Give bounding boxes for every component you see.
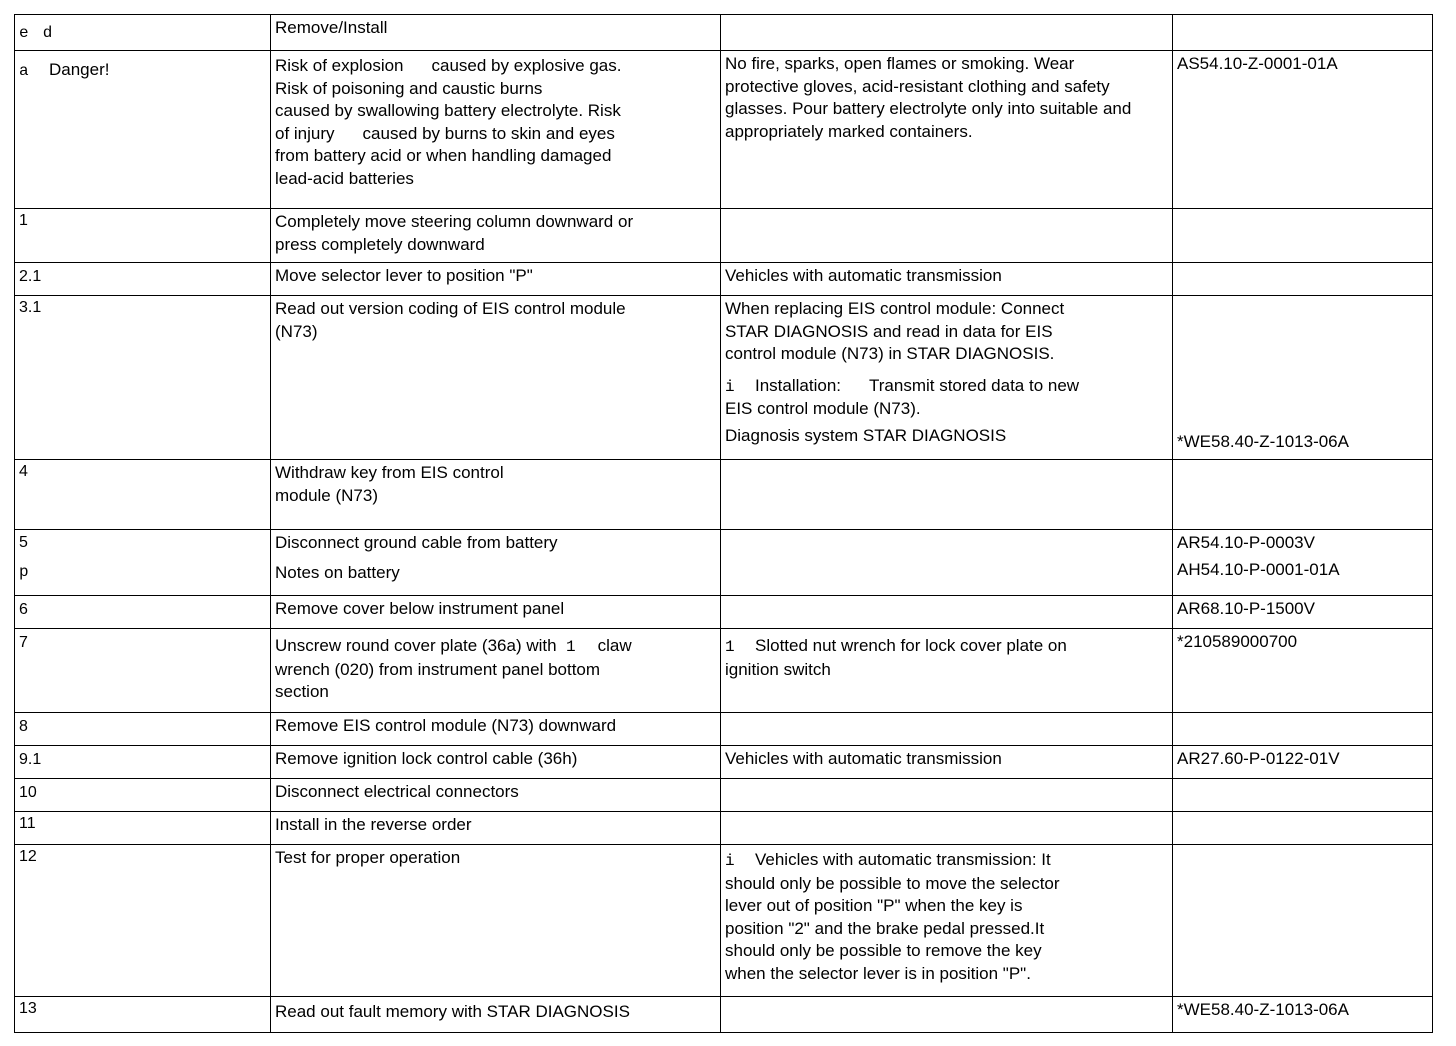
step-number: 12 (19, 848, 37, 865)
table-row: 4 Withdraw key from EIS control module (N73) (15, 460, 1433, 530)
table-row: 11 Install in the reverse order (15, 812, 1433, 845)
step-number: 6 (19, 601, 28, 618)
step-number: 5 (19, 534, 28, 551)
reference-link[interactable]: *WE58.40-Z-1013-06A (1177, 1000, 1349, 1019)
step-number: 7 (19, 634, 28, 651)
reference-link[interactable]: *WE58.40-Z-1013-06A (1177, 431, 1349, 451)
table-row (15, 15, 1433, 51)
section-title: Remove/Install (275, 18, 388, 37)
table-row: 1 Completely move steering column downward or press completely downward (15, 209, 1433, 263)
step-number: 8 (19, 718, 28, 735)
environment-symbol: e (19, 24, 29, 42)
table-row: 2.1 Move selector lever to position "P" Vehicles with automatic transmission (15, 263, 1433, 296)
reference-link[interactable]: AS54.10-Z-0001-01A (1177, 54, 1338, 73)
danger-label: Danger! (49, 60, 110, 79)
repair-procedure-table (14, 14, 1433, 1033)
table-row: 3.1 Read out version coding of EIS control module (N73) When replacing EIS control module: Connect STAR DIAGNOSIS and read in data for EIS control module (N73) in STAR DIAGNOSIS. i Installation: Transmit stored data to new EIS control module (N73). Diagnosis system STAR DIAGNOSIS *WE58.40-Z-1013-06A (15, 296, 1433, 460)
table-row: 13 Read out fault memory with STAR DIAGNOSIS *WE58.40-Z-1013-06A (15, 997, 1433, 1033)
tool-icon: 1 (566, 638, 576, 656)
step-number: 11 (19, 815, 36, 832)
table-row: 8 Remove EIS control module (N73) downward (15, 713, 1433, 746)
tool-part-number[interactable]: *210589000700 (1177, 632, 1298, 651)
reference-link[interactable]: AR27.60-P-0122-01V (1177, 749, 1340, 768)
table-row: 10 Disconnect electrical connectors (15, 779, 1433, 812)
table-row: a Danger! Risk of explosion caused by explosive gas. Risk of poisoning and caustic burns caused by swallowing battery electrolyte. Risk of injury caused by burns to skin and eyes from battery acid or when handling damaged lead-acid batteries No fire, sparks, open flames or smoking. Wear protective gloves, acid-resistant clothing and safety glasses. Pour battery electrolyte only into suitable and appropriately marked containers. AS54.10-Z-0001-01A (15, 51, 1433, 209)
step-number: 3.1 (19, 299, 42, 316)
info-icon: i (725, 852, 735, 870)
table-row: 5 p Disconnect ground cable from battery Notes on battery AR54.10-P-0003V AH54.10-P-0001-01A (15, 530, 1433, 596)
info-icon: i (725, 377, 735, 396)
disassembly-symbol: d (42, 24, 53, 42)
reference-link[interactable]: AR54.10-P-0003V (1177, 533, 1315, 552)
step-number: 10 (19, 784, 37, 801)
step-number: 9.1 (19, 751, 42, 768)
step-number: 2.1 (19, 268, 42, 285)
tool-icon: 1 (725, 638, 735, 656)
reference-link[interactable]: AR68.10-P-1500V (1177, 599, 1315, 618)
notes-symbol: p (19, 562, 29, 581)
table-row: 9.1 Remove ignition lock control cable (36h) Vehicles with automatic transmission AR27.60-P-0122-01V (15, 746, 1433, 779)
step-number: 1 (19, 212, 28, 229)
danger-icon: a (19, 62, 29, 80)
safety-instructions: No fire, sparks, open flames or smoking. Wear protective gloves, acid-resistant clothing and safety glasses. Pour battery electrolyte only into suitable and appropriately marked containers. (725, 54, 1132, 141)
step-number: 4 (19, 463, 28, 480)
step-number: 13 (19, 1000, 37, 1017)
table-row: 12 Test for proper operation i Vehicles with automatic transmission: It should only be possible to move the selector lever out of position "P" when the key is position "2" and the brake pedal pressed.It should only be possible to remove the key when the selector lever is in position "P". (15, 845, 1433, 997)
table-row: 7 Unscrew round cover plate (36a) with 1 claw wrench (020) from instrument panel bottom section 1 Slotted nut wrench for lock cover plate on ignition switch *210589000700 (15, 629, 1433, 713)
reference-link[interactable]: AH54.10-P-0001-01A (1177, 559, 1340, 579)
table-row: 6 Remove cover below instrument panel AR68.10-P-1500V (15, 596, 1433, 629)
